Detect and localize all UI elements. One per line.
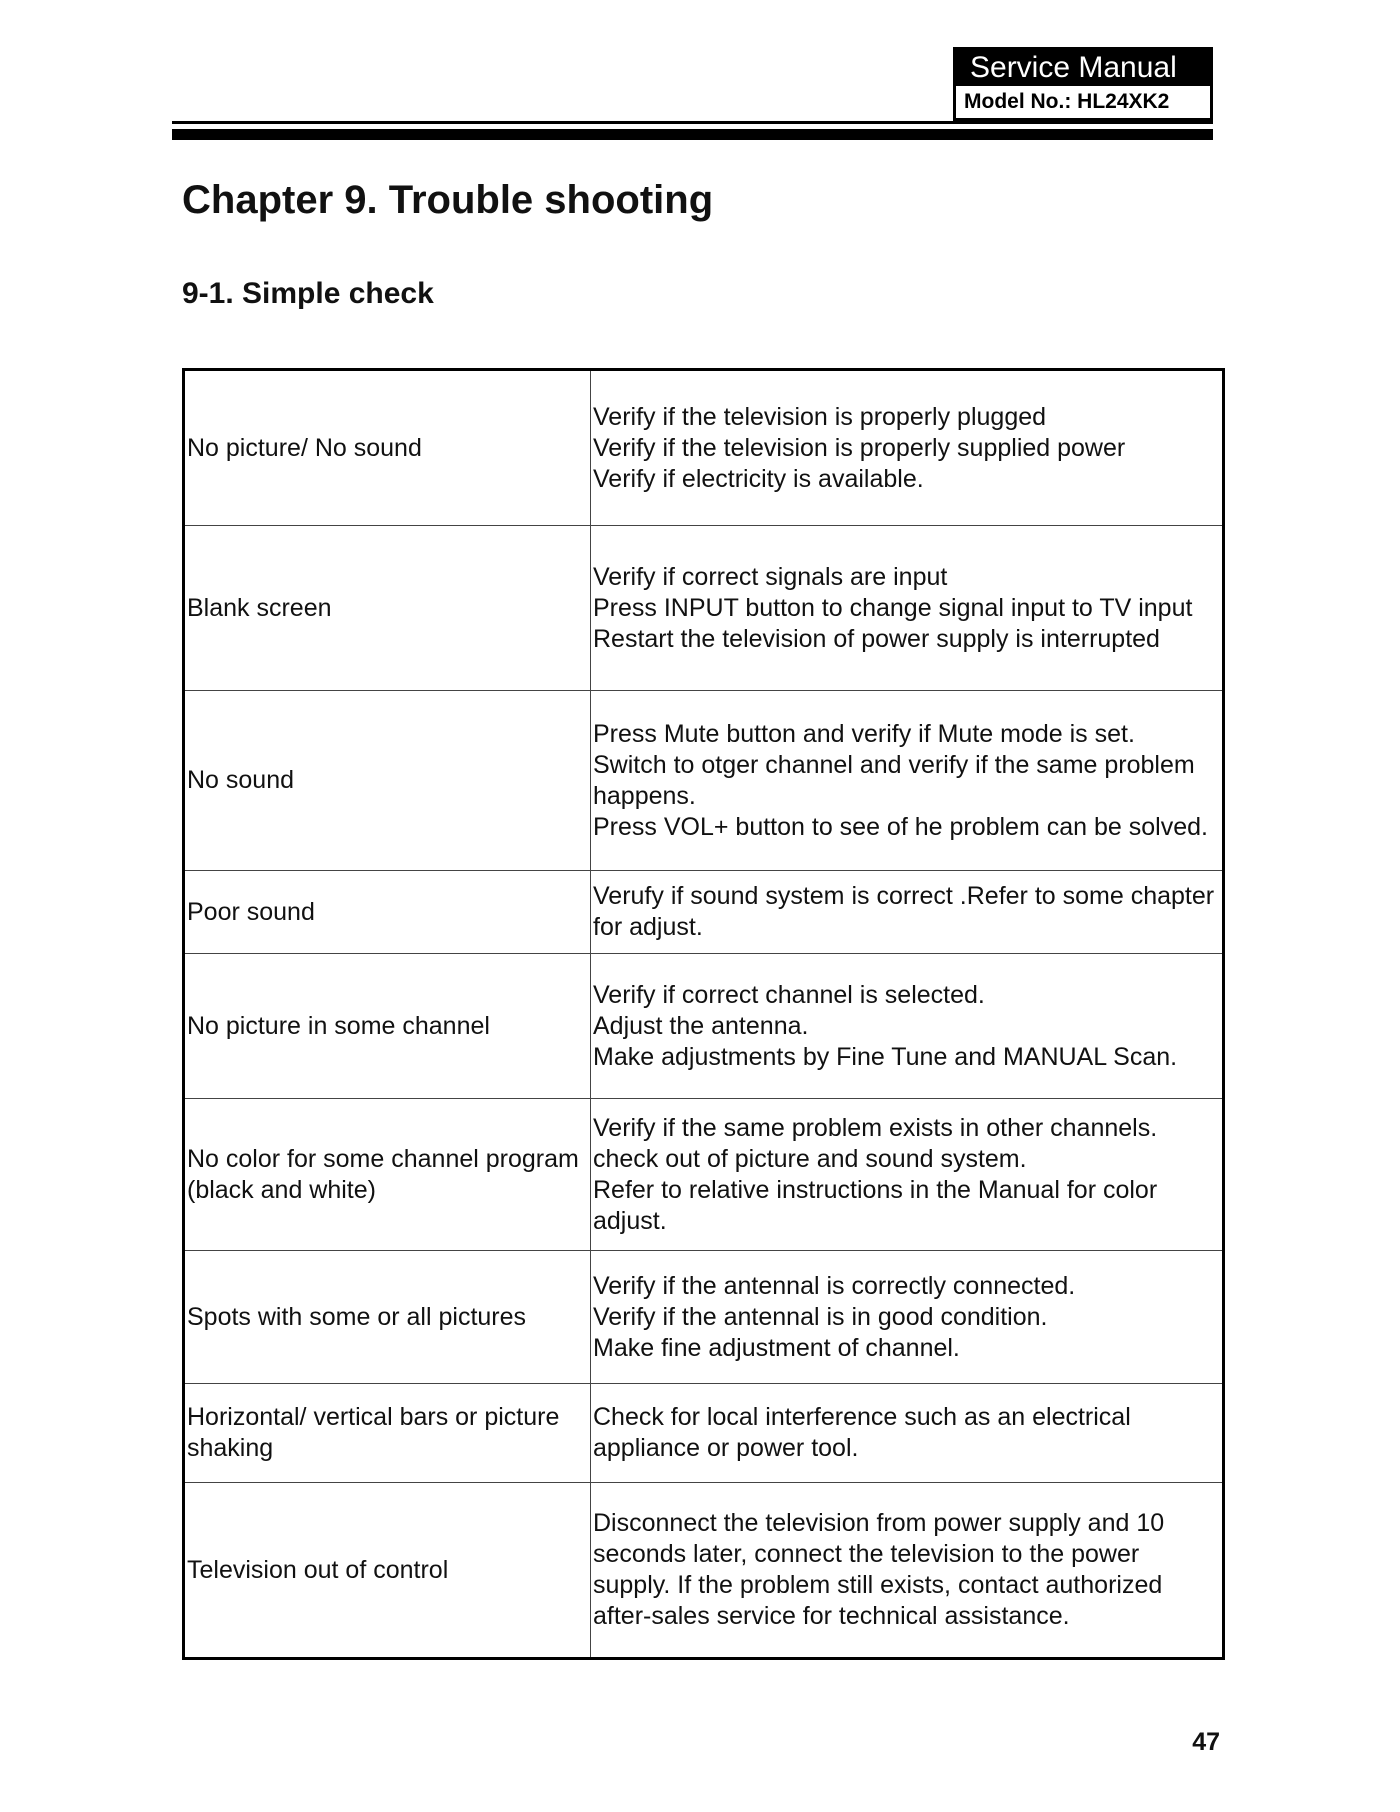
table-row xyxy=(184,954,1224,1099)
troubleshooting-table xyxy=(182,368,1225,1660)
problem-cell: Television out of control xyxy=(184,1483,591,1659)
table-row xyxy=(184,1251,1224,1384)
action-cell: Disconnect the television from power supply and 10 seconds later, connect the television to the power supply. If the problem still exists, contact authorized after-sales service for technical assistance. xyxy=(591,1483,1224,1659)
problem-cell: No color for some channel program (black and white) xyxy=(184,1099,591,1251)
action-cell: Verify if the same problem exists in other channels. check out of picture and sound system. Refer to relative instructions in the Manual for color adjust. xyxy=(591,1099,1224,1251)
action-cell: Verify if correct channel is selected. Adjust the antenna. Make adjustments by Fine Tune and MANUAL Scan. xyxy=(591,954,1224,1099)
page-number: 47 xyxy=(1192,1728,1220,1756)
problem-cell: Horizontal/ vertical bars or picture shaking xyxy=(184,1384,591,1483)
action-cell: Verify if the antennal is correctly connected. Verify if the antennal is in good condition. Make fine adjustment of channel. xyxy=(591,1251,1224,1384)
table-row xyxy=(184,370,1224,526)
header-rule-thick xyxy=(172,129,1213,140)
table-row xyxy=(184,526,1224,691)
problem-cell: No picture/ No sound xyxy=(184,370,591,526)
section-title: 9-1. Simple check xyxy=(182,277,434,310)
table-row xyxy=(184,1483,1224,1659)
header-model-number: Model No.: HL24XK2 xyxy=(956,86,1210,118)
table-row xyxy=(184,691,1224,871)
table-row xyxy=(184,1099,1224,1251)
problem-cell: Blank screen xyxy=(184,526,591,691)
action-cell: Verify if the television is properly plugged Verify if the television is properly supplied power Verify if electricity is available. xyxy=(591,370,1224,526)
header-title: Service Manual xyxy=(970,51,1177,84)
action-cell: Verify if correct signals are input Press INPUT button to change signal input to TV input Restart the television of power supply is interrupted xyxy=(591,526,1224,691)
table-row xyxy=(184,1384,1224,1483)
table-row xyxy=(184,871,1224,954)
action-cell: Verufy if sound system is correct .Refer to some chapter for adjust. xyxy=(591,871,1224,954)
header-box xyxy=(953,47,1213,121)
header-rule-thin xyxy=(172,121,1213,124)
problem-cell: No sound xyxy=(184,691,591,871)
problem-cell: No picture in some channel xyxy=(184,954,591,1099)
problem-cell: Spots with some or all pictures xyxy=(184,1251,591,1384)
action-cell: Check for local interference such as an electrical appliance or power tool. xyxy=(591,1384,1224,1483)
problem-cell: Poor sound xyxy=(184,871,591,954)
action-cell: Press Mute button and verify if Mute mode is set. Switch to otger channel and verify if the same problem happens. Press VOL+ button to see of he problem can be solved. xyxy=(591,691,1224,871)
chapter-title: Chapter 9. Trouble shooting xyxy=(182,178,714,222)
